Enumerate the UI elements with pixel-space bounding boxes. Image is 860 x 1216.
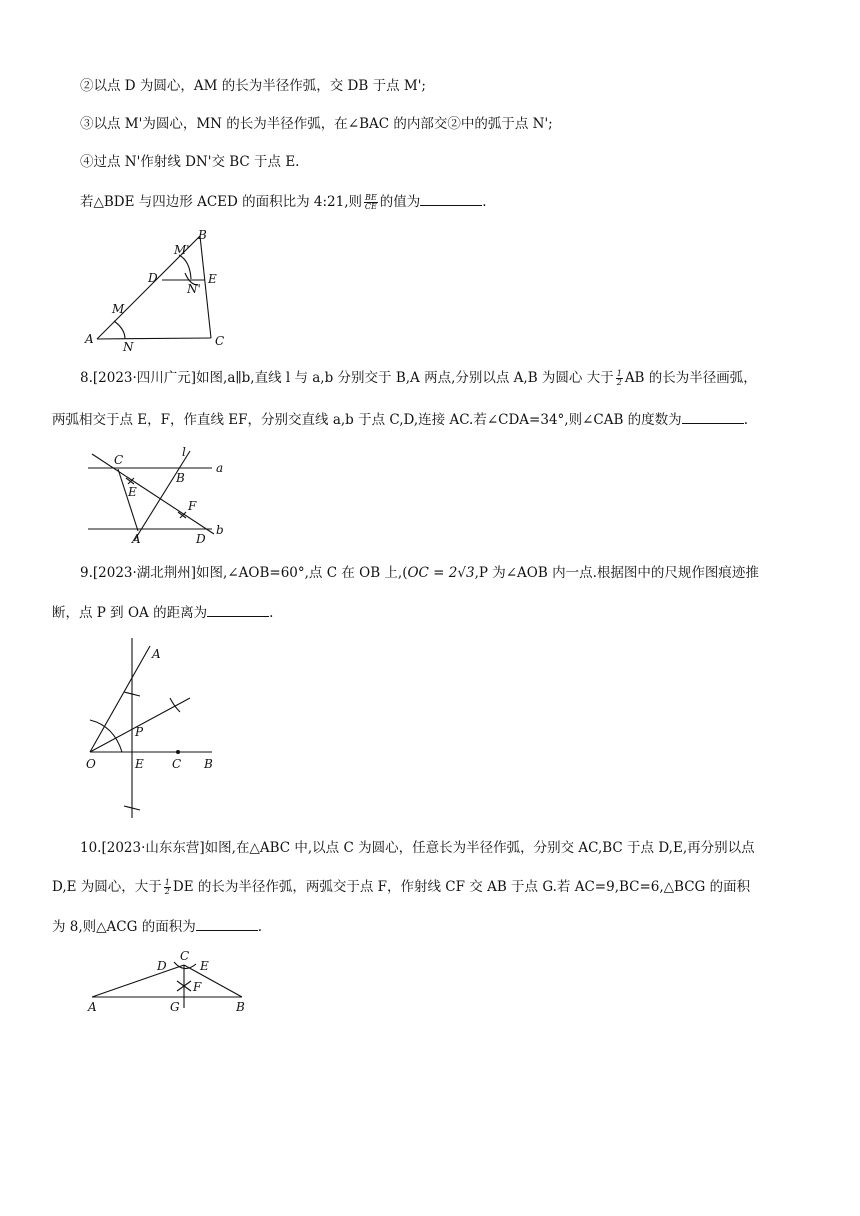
q9-answer-blank[interactable] — [207, 602, 269, 617]
arc-mark-bisector — [170, 698, 180, 712]
q10-period: . — [257, 919, 263, 935]
q10-text-c: 为 8,则△ACG 的面积为 — [52, 919, 196, 935]
q7-question — [80, 191, 840, 212]
label-b: B — [204, 757, 213, 771]
figure-q8 — [82, 446, 242, 546]
q9-period: . — [269, 605, 274, 621]
side-ac — [97, 338, 211, 339]
label-e: E — [208, 272, 217, 286]
q7-answer-blank[interactable] — [420, 191, 482, 206]
arc-mn — [114, 321, 125, 339]
label-e: E — [135, 757, 144, 771]
label-l: l — [182, 445, 186, 459]
label-a: A — [152, 647, 161, 661]
label-o: O — [86, 757, 96, 771]
q10-text-b2: DE 的长为半径作弧，两弧交于点 F，作射线 CF 交 AB 于点 G.若 AC=9,BC=6,△BCG 的面积 — [172, 879, 751, 895]
figure-q7 — [80, 225, 240, 355]
label-c: C — [114, 453, 124, 467]
q10-frac-den: 2 — [164, 887, 170, 896]
q9-text-a: 9.[2023·湖北荆州]如图,∠AOB=60°,点 C 在 OB 上,( — [80, 565, 408, 581]
label-g: G — [170, 1000, 180, 1014]
side-bc — [200, 236, 211, 338]
q7-text-b: 的值为 — [379, 194, 421, 210]
q10-line-3 — [52, 916, 812, 937]
q10-frac-num: 1 — [164, 878, 170, 887]
point-c — [176, 750, 180, 754]
label-d: D — [157, 959, 167, 973]
side-ac — [92, 965, 184, 997]
q8-answer-blank[interactable] — [682, 409, 744, 424]
label-d: D — [148, 271, 158, 285]
q8-fraction — [616, 370, 623, 387]
q7-text-a: 若△BDE 与四边形 ACED 的面积比为 4:21,则 — [80, 194, 363, 210]
q8-line-1 — [80, 368, 840, 388]
step-2-text: ②以点 D 为圆心，AM 的长为半径作弧，交 DB 于点 M'; — [80, 78, 426, 94]
label-b-line: b — [216, 523, 224, 537]
q9-text-c: 断，点 P 到 OA 的距离为 — [52, 605, 208, 621]
q10-line-1: 10.[2023·山东东营]如图,在△ABC 中,以点 C 为圆心，任意长为半径作弧，分别交 AC,BC 于点 D,E,再分别以点 — [80, 840, 755, 856]
q7-fraction — [364, 194, 378, 211]
q9-line-2 — [52, 602, 812, 623]
label-c: C — [172, 757, 182, 771]
label-a: A — [85, 332, 94, 346]
q8-period: . — [743, 412, 748, 428]
label-b: B — [236, 1000, 245, 1014]
label-e: E — [128, 485, 137, 499]
label-a: A — [88, 1000, 97, 1014]
q8-line-2 — [52, 409, 812, 430]
label-n: N — [123, 340, 134, 354]
q9-line-1 — [80, 563, 840, 583]
label-n-prime: N' — [187, 282, 201, 296]
q8-text-c: 两弧相交于点 E，F，作直线 EF，分别交直线 a,b 于点 C,D,连接 AC.若∠CDA=34°,则∠CAB 的度数为 — [52, 412, 682, 428]
q10-line-2 — [52, 877, 812, 897]
line-l — [134, 451, 190, 541]
q8-frac-num: 1 — [616, 369, 622, 378]
label-a: A — [132, 532, 141, 546]
q10-answer-blank[interactable] — [196, 916, 258, 931]
q7-frac-den: CE — [364, 202, 377, 211]
figure-q10 — [84, 948, 254, 1020]
q8-frac-den: 2 — [616, 378, 622, 387]
label-c: C — [180, 949, 190, 963]
label-p: P — [135, 725, 144, 739]
label-a-line: a — [216, 461, 224, 475]
q9-text-b: ,P 为∠AOB 内一点.根据图中的尺规作图痕迹推 — [474, 565, 759, 581]
label-f: F — [188, 499, 197, 513]
figure-q9 — [84, 638, 224, 823]
q8-text-a: 8.[2023·四川广元]如图,a∥b,直线 l 与 a,b 分别交于 B,A 两点,分别以点 A,B 为圆心 大于 — [80, 370, 614, 386]
step-3-text: ③以点 M'为圆心，MN 的长为半径作弧，在∠BAC 的内部交②中的弧于点 N'; — [80, 116, 553, 132]
q8-text-b: AB 的长为半径画弧， — [624, 370, 757, 386]
q7-frac-num: BE — [365, 193, 377, 202]
q10-text-b1: D,E 为圆心，大于 — [52, 879, 162, 895]
q7-period: . — [482, 194, 487, 210]
label-f: F — [193, 980, 202, 994]
segment-ac — [118, 469, 138, 531]
arc-m2 — [179, 255, 191, 279]
q9-math: OC = 2√3 — [407, 565, 475, 581]
label-c: C — [215, 334, 225, 348]
label-b: B — [198, 228, 207, 242]
label-m-prime: M' — [174, 243, 190, 257]
label-d: D — [196, 532, 206, 546]
step-4-text: ④过点 N'作射线 DN'交 BC 于点 E. — [80, 154, 300, 170]
label-m: M — [112, 302, 125, 316]
label-b: B — [176, 471, 185, 485]
label-e: E — [200, 959, 209, 973]
line-ef — [92, 454, 214, 534]
q10-fraction — [164, 879, 171, 896]
